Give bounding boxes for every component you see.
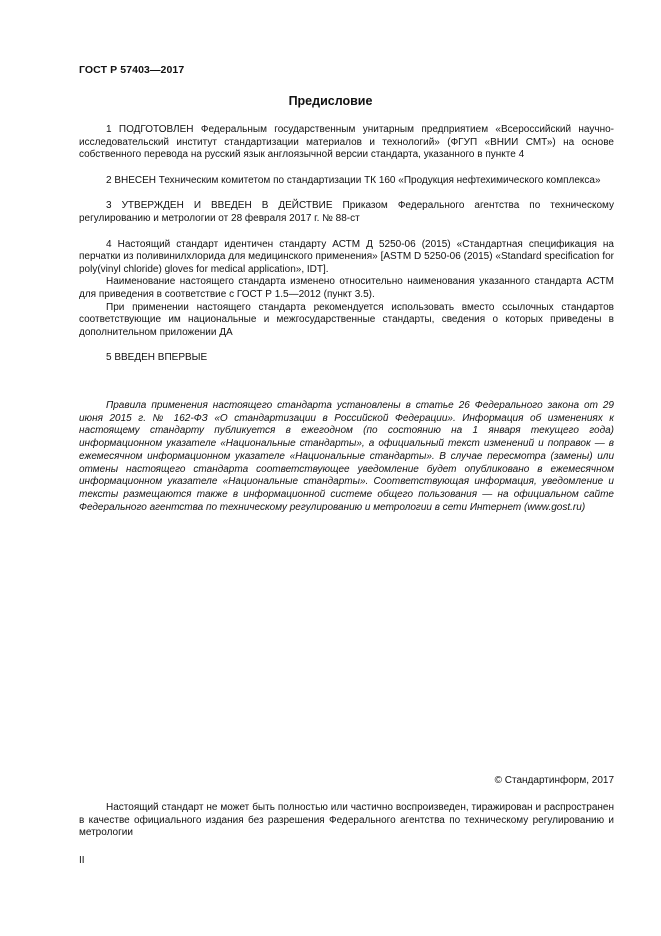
page-number: II: [79, 855, 85, 866]
paragraph-submitted: 2 ВНЕСЕН Техническим комитетом по стандартизации ТК 160 «Продукция нефтехимического комплекса»: [106, 174, 601, 186]
reproduction-notice: Настоящий стандарт не может быть полностью или частично воспроизведен, тиражирован и распространен в качестве официального издания без разрешения Федерального агентства по техническому регулированию и метрологии: [79, 802, 614, 839]
paragraph-references: При применении настоящего стандарта рекомендуется использовать вместо ссылочных стандартов соответствующие им национальные и межгосударственные стандарты, сведения о которых приведены в дополнительном приложении ДА: [79, 301, 614, 338]
foreword-body: [79, 124, 614, 365]
paragraph-first-introduced: 5 ВВЕДЕН ВПЕРВЫЕ: [106, 352, 208, 364]
copyright-line: © Стандартинформ, 2017: [494, 775, 614, 786]
paragraph-identical: 4 Настоящий стандарт идентичен стандарту АСТМ Д 5250-06 (2015) «Стандартная спецификация на перчатки из поливинилхлорида для медицинского применения» [ASTM D 5250-06 (2015) «Standard specification for poly(vinyl chloride) gloves for medical application», IDT].: [79, 238, 614, 275]
paragraph-prepared: 1 ПОДГОТОВЛЕН Федеральным государственным унитарным предприятием «Всероссийский научно-исследовательский институт стандартизации материалов и технологий» (ФГУП «ВНИИ СМТ») на основе собственного перевода на русский язык англоязычной версии стандарта, указанного в пункте 4: [79, 124, 614, 161]
paragraph-approved: 3 УТВЕРЖДЕН И ВВЕДЕН В ДЕЙСТВИЕ Приказом Федерального агентства по техническому регулированию и метрологии от 28 февраля 2017 г. № 88-ст: [79, 200, 614, 224]
standard-code-header: ГОСТ Р 57403—2017: [79, 64, 185, 76]
page-title: Предисловие: [288, 94, 373, 108]
paragraph-name-changed: Наименование настоящего стандарта изменено относительно наименования указанного стандарта АСТМ для приведения в соответствие с ГОСТ Р 1.5—2012 (пункт 3.5).: [79, 276, 614, 300]
application-rules-notice: Правила применения настоящего стандарта установлены в статье 26 Федерального закона от 29 июня 2015 г. № 162-ФЗ «О стандартизации в Российской Федерации». Информация об изменениях к настоящему стандарту публикуется в ежегодном (по состоянию на 1 января текущего года) информационном указателе «Национальные стандарты», а официальный текст изменений и поправок — в ежемесячном информационном указателе «Национальные стандарты». В случае пересмотра (замены) или отмены настоящего стандарта соответствующее уведомление будет опубликовано в ежемесячном информационном указателе «Национальные стандарты». Соответствующая информация, уведомление и тексты размещаются также в информационной системе общего пользования — на официальном сайте Федерального агентства по техническому регулированию и метрологии в сети Интернет (www.gost.ru): [79, 400, 614, 513]
